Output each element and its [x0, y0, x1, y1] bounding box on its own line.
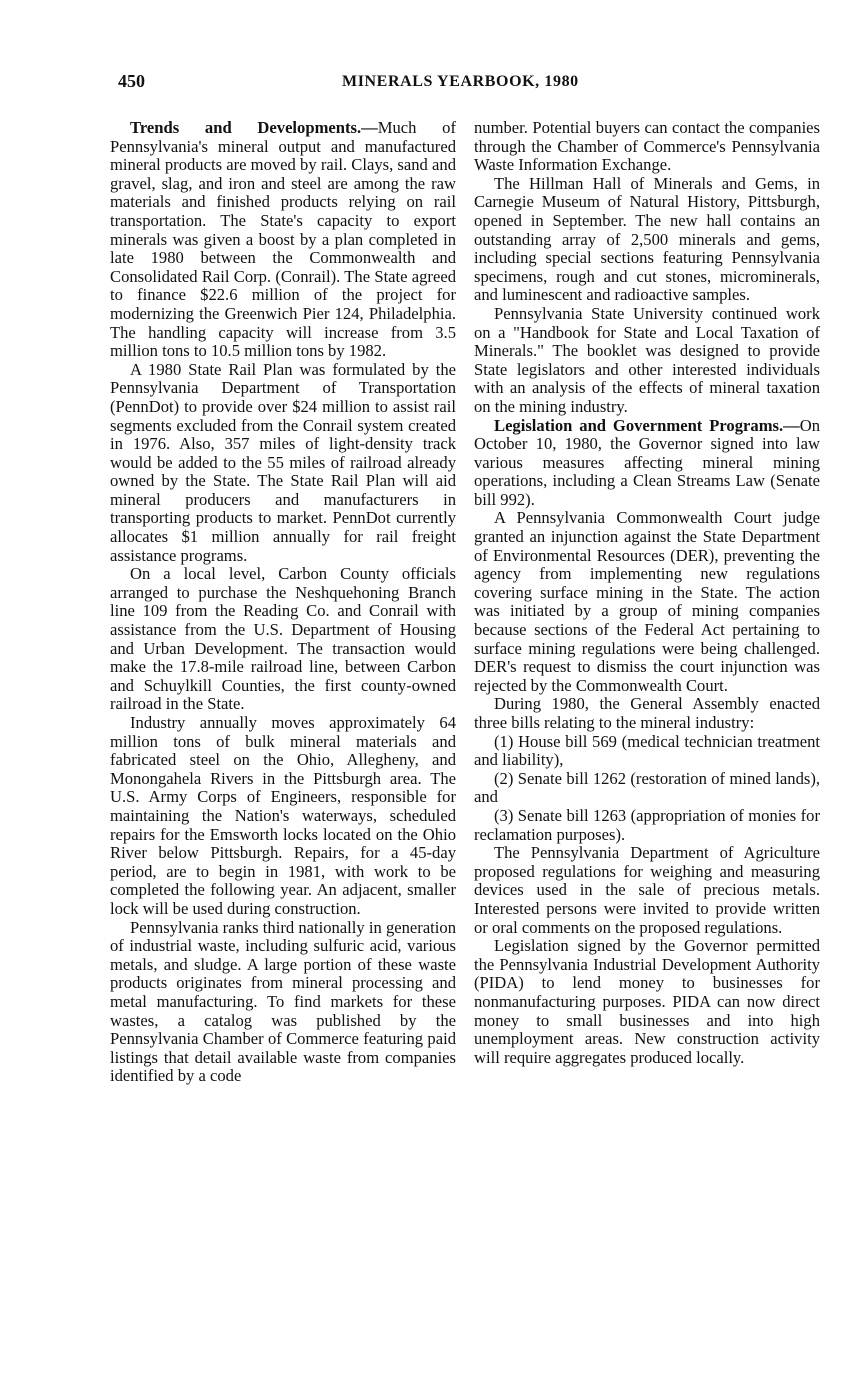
paragraph-trends [110, 119, 456, 361]
paragraph-agriculture: The Pennsylvania Department of Agriculture proposed regulations for weighing and measuring devices used in the sale of precious metals. Interested persons were invited to provide written or oral comments on the proposed regulations. [474, 843, 820, 937]
list-item-house-bill-569: (1) House bill 569 (medical technician treatment and liability), [474, 731, 820, 770]
paragraph-general-assembly: During 1980, the General Assembly enacted three bills relating to the mineral industry: [474, 694, 820, 732]
paragraph-hillman-hall: The Hillman Hall of Minerals and Gems, in Carnegie Museum of Natural History, Pittsburgh, opened in September. The new hall contains an outstanding array of 2,500 minerals and gems, including special sections featuring Pennsylvania specimens, rough and cut stones, microminerals, and luminescent and radioactive samples. [474, 173, 820, 305]
section-heading-legislation: Legislation and Government Programs.— [494, 415, 800, 435]
right-column [474, 119, 820, 1067]
paragraph-taxation-handbook: Pennsylvania State University continued work on a "Handbook for State and Local Taxation of Minerals." The booklet was designed to provide State legislators and other interested individuals with an analysis of the effects of mineral taxation on the mining industry. [474, 303, 820, 416]
running-head: MINERALS YEARBOOK, 1980 [342, 73, 579, 90]
paragraph-river-transport: Industry annually moves approximately 64 million tons of bulk mineral materials and fabricated steel on the Ohio, Allegheny, and Monongahela Rivers in the Pittsburgh area. The U.S. Army Corps of Engineers, responsible for maintaining the Nation's waterways, scheduled repairs for the Emsworth locks located on the Ohio River below Pittsburgh. Repairs, for a 45-day period, are to begin in 1981, with work to be completed the following year. An adjacent, smaller lock will be used during construction. [110, 713, 456, 918]
section-heading-trends: Trends and Developments.— [130, 118, 378, 137]
paragraph-pida: Legislation signed by the Governor permitted the Pennsylvania Industrial Development Authority (PIDA) to lend money to businesses for nonmanufacturing purposes. PIDA can now direct money to small businesses and into high unemployment areas. New construction activity will require aggregates produced locally. [474, 936, 820, 1067]
paragraph-industrial-waste: Pennsylvania ranks third nationally in generation of industrial waste, including sulfuric acid, various metals, and sludge. A large portion of these waste products originates from mineral processing and metal manufacturing. To find markets for these wastes, a catalog was published by the Pennsylvania Chamber of Commerce featuring paid listings that detail available waste from companies identified by a code [110, 917, 456, 1086]
paragraph-rail-plan: A 1980 State Rail Plan was formulated by the Pennsylvania Department of Transportation (PennDot) to provide over $24 million to assist rail segments excluded from the Conrail system created in 1976. Also, 357 miles of light-density track would be added to the 55 miles of railroad already owned by the State. The State Rail Plan will aid mineral producers and manufacturers in transporting products to market. PennDot currently allocates $1 million annually for rail freight assistance programs. [110, 359, 456, 565]
paragraph-trends-text: Much of Pennsylvania's mineral output and manufactured mineral products are moved by rail. Clays, sand and gravel, slag, and iron and steel are among the raw materials and finished products relying on rail transportation. The State's capacity to export minerals was given a boost by a plan completed in late 1980 between the Commonwealth and Consolidated Rail Corp. (Conrail). The State agreed to finance $22.6 million of the project for modernizing the Greenwich Pier 124, Philadelphia. The handling capacity will increase from 3.5 million tons to 10.5 million tons by 1982. [110, 118, 456, 361]
paragraph-carbon-county: On a local level, Carbon County officials arranged to purchase the Neshquehoning Branch line 109 from the Reading Co. and Conrail with assistance from the U.S. Department of Housing and Urban Development. The transaction would make the 17.8-mile railroad line, between Carbon and Schuylkill Counties, the first county-owned railroad in the State. [110, 564, 456, 714]
list-item-senate-bill-1263: (3) Senate bill 1263 (appropriation of monies for reclamation purposes). [474, 805, 820, 844]
paragraph-legislation-text: On October 10, 1980, the Governor signed into law various measures affecting mineral mining operations, including a Clean Streams Law (Senate bill 992). [474, 415, 820, 509]
page-number: 450 [118, 71, 145, 91]
paragraph-legislation [474, 417, 820, 510]
left-column [110, 119, 456, 1086]
paragraph-injunction: A Pennsylvania Commonwealth Court judge granted an injunction against the State Department of Environmental Resources (DER), preventing the agency from implementing new regulations covering surface mining in the State. The action was initiated by a group of mining companies because sections of the Federal Act pertaining to surface mining regulations were being challenged. DER's request to dismiss the court injunction was rejected by the Commonwealth Court. [474, 508, 820, 695]
paragraph-waste-exchange: number. Potential buyers can contact the companies through the Chamber of Commerce's Pennsylvania Waste Information Exchange. [474, 118, 820, 175]
list-item-senate-bill-1262: (2) Senate bill 1262 (restoration of mined lands), and [474, 768, 820, 807]
